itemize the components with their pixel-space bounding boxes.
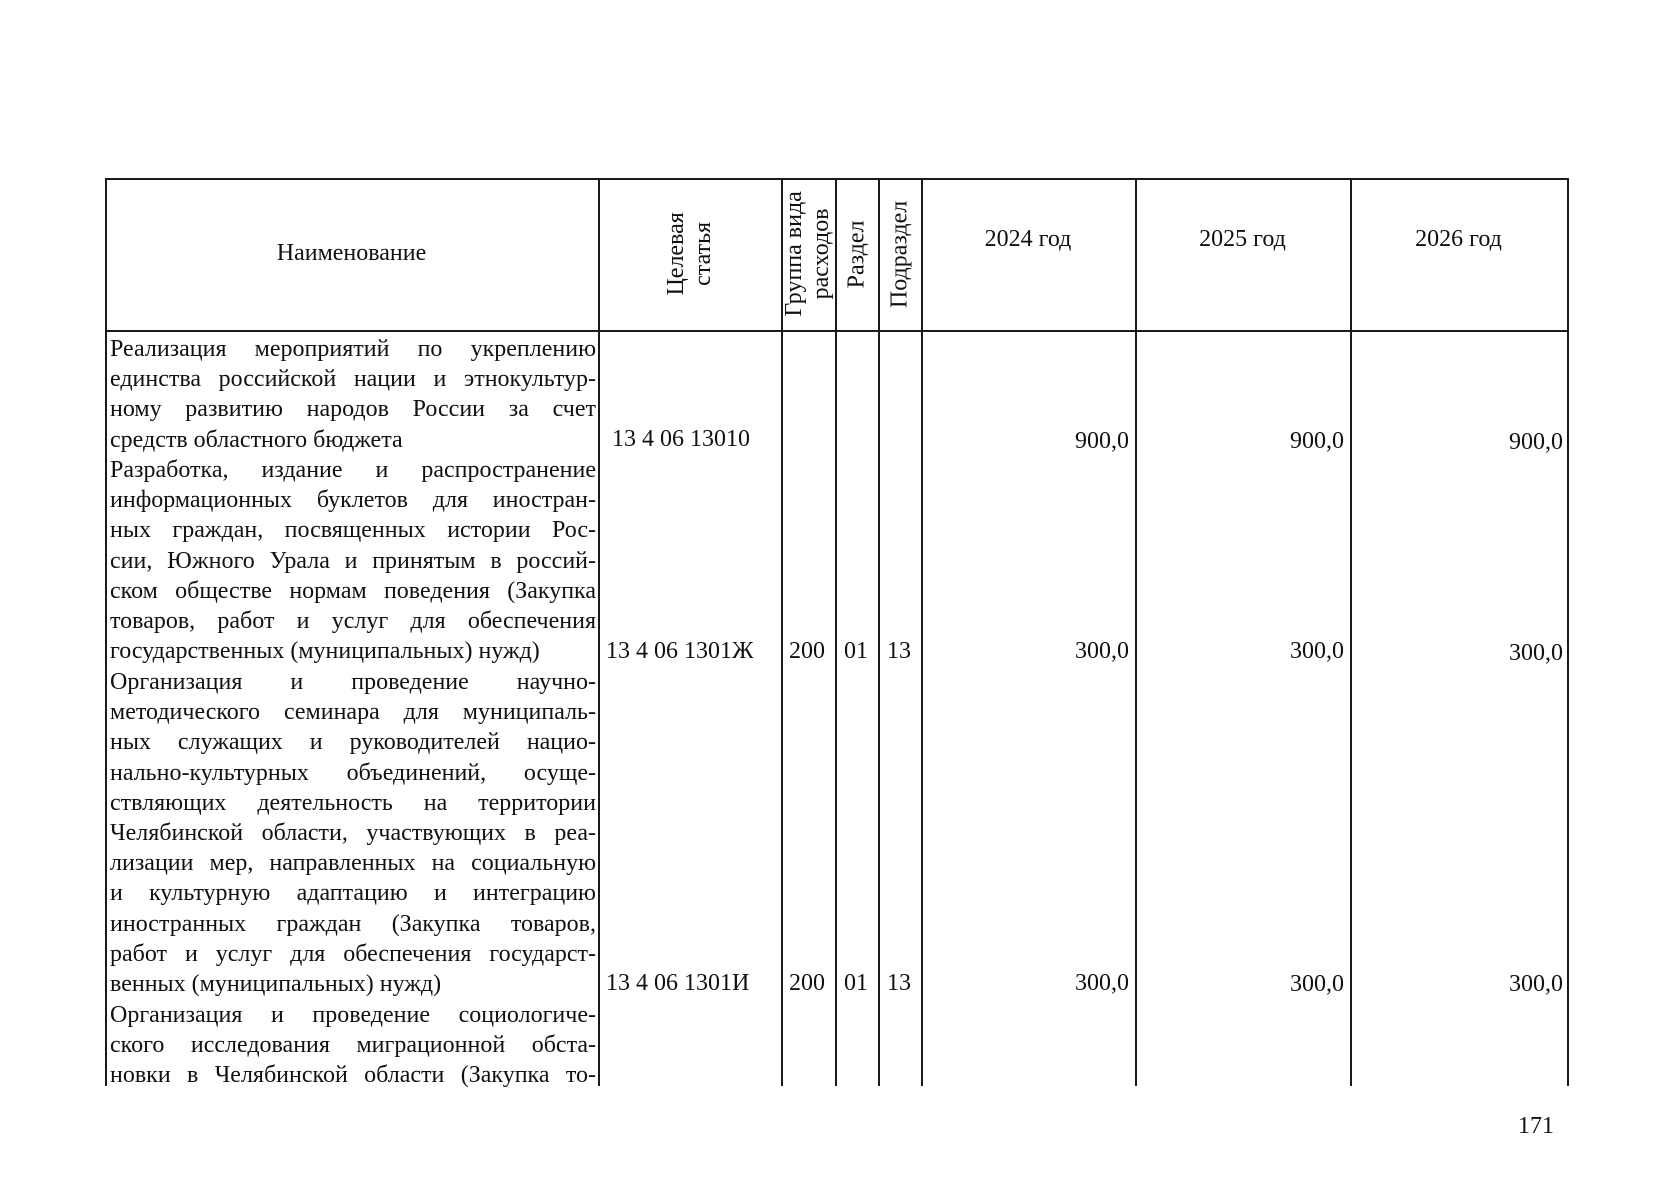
row-2-section: 01 bbox=[844, 638, 868, 664]
row-3-2024: 300,0 bbox=[1075, 970, 1129, 996]
row-4-name bbox=[110, 1000, 596, 1091]
header-target-line-1: Целевая bbox=[662, 212, 689, 296]
row-1-2025: 900,0 bbox=[1290, 428, 1344, 454]
page-number: 171 bbox=[1518, 1113, 1554, 1139]
row-3-2025: 300,0 bbox=[1290, 971, 1344, 997]
row-3-line-5: ствляющих деятельность на территории bbox=[110, 789, 596, 816]
row-2-name bbox=[110, 455, 596, 666]
row-1-line-1: Реализация мероприятий по укреплению bbox=[110, 336, 596, 362]
row-2-line-1: Разработка, издание и распространение bbox=[110, 457, 596, 483]
row-2-2026: 300,0 bbox=[1509, 640, 1563, 666]
row-3-line-6: Челябинской области, участвующих в реа- bbox=[110, 820, 596, 847]
row-1-2026: 900,0 bbox=[1509, 429, 1563, 455]
row-1-line-3: ному развитию народов России за счет bbox=[110, 396, 596, 423]
row-3-line-3: ных служащих и руководителей нацио- bbox=[110, 729, 596, 756]
budget-table bbox=[105, 178, 1569, 1089]
row-2-subsection: 13 bbox=[887, 638, 911, 664]
row-2-code: 13 4 06 1301Ж bbox=[606, 638, 754, 664]
row-3-section: 01 bbox=[844, 970, 868, 996]
row-1-code: 13 4 06 13010 bbox=[612, 426, 750, 452]
row-1-line-4: средств областного бюджета bbox=[110, 426, 403, 453]
row-3-name bbox=[110, 667, 596, 999]
row-4-line-3: новки в Челябинской области (Закупка то- bbox=[110, 1062, 596, 1089]
row-3-subsection: 13 bbox=[887, 970, 911, 996]
header-section bbox=[835, 178, 878, 330]
row-3-2026: 300,0 bbox=[1509, 971, 1563, 997]
row-4-line-1: Организация и проведение социологиче- bbox=[110, 1002, 596, 1028]
row-1-line-2: единства российской нации и этнокультур- bbox=[110, 366, 596, 393]
row-2-line-4: сии, Южного Урала и принятым в россий- bbox=[110, 547, 596, 574]
row-2-line-7: государственных (муниципальных) нужд) bbox=[110, 638, 540, 665]
row-1-name bbox=[110, 334, 596, 455]
row-3-line-2: методического семинара для муниципаль- bbox=[110, 699, 596, 726]
row-4-line-2: ского исследования миграционной обста- bbox=[110, 1032, 596, 1059]
row-2-line-2: информационных буклетов для иностран- bbox=[110, 487, 596, 514]
header-2024: 2024 год bbox=[984, 226, 1072, 253]
header-expense-group-line-2: расходов bbox=[808, 208, 834, 300]
header-subsection bbox=[878, 178, 921, 330]
row-3-line-9: иностранных граждан (Закупка товаров, bbox=[110, 910, 596, 937]
row-3-line-1: Организация и проведение научно- bbox=[110, 669, 596, 695]
header-2026: 2026 год bbox=[1415, 226, 1502, 253]
row-2-2025: 300,0 bbox=[1290, 638, 1344, 664]
row-2-line-5: ском обществе нормам поведения (Закупка bbox=[110, 577, 596, 604]
row-2-2024: 300,0 bbox=[1075, 638, 1129, 664]
row-2-line-6: товаров, работ и услуг для обеспечения bbox=[110, 608, 596, 635]
row-3-line-8: и культурную адаптацию и интеграцию bbox=[110, 880, 596, 907]
header-name: Наименование bbox=[276, 240, 427, 267]
row-2-line-3: ных граждан, посвященных истории Рос- bbox=[110, 517, 596, 544]
header-expense-group bbox=[781, 178, 835, 330]
header-target-line-2: статья bbox=[689, 222, 716, 286]
row-3-code: 13 4 06 1301И bbox=[606, 970, 750, 996]
row-3-line-4: нально-культурных объединений, осуще- bbox=[110, 759, 596, 786]
row-3-line-11: венных (муниципальных) нужд) bbox=[110, 971, 442, 998]
row-3-line-7: лизации мер, направленных на социальную bbox=[110, 850, 596, 877]
header-expense-group-line-1: Группа вида bbox=[781, 191, 808, 317]
header-2025: 2025 год bbox=[1199, 226, 1286, 253]
header-subsection-label: Подраздел bbox=[886, 200, 913, 308]
row-2-group: 200 bbox=[789, 638, 825, 664]
row-3-group: 200 bbox=[789, 970, 825, 996]
row-3-line-10: работ и услуг для обеспечения государст- bbox=[110, 940, 596, 967]
row-1-2024: 900,0 bbox=[1075, 428, 1129, 454]
header-section-label: Раздел bbox=[843, 220, 870, 288]
header-target bbox=[598, 178, 781, 330]
